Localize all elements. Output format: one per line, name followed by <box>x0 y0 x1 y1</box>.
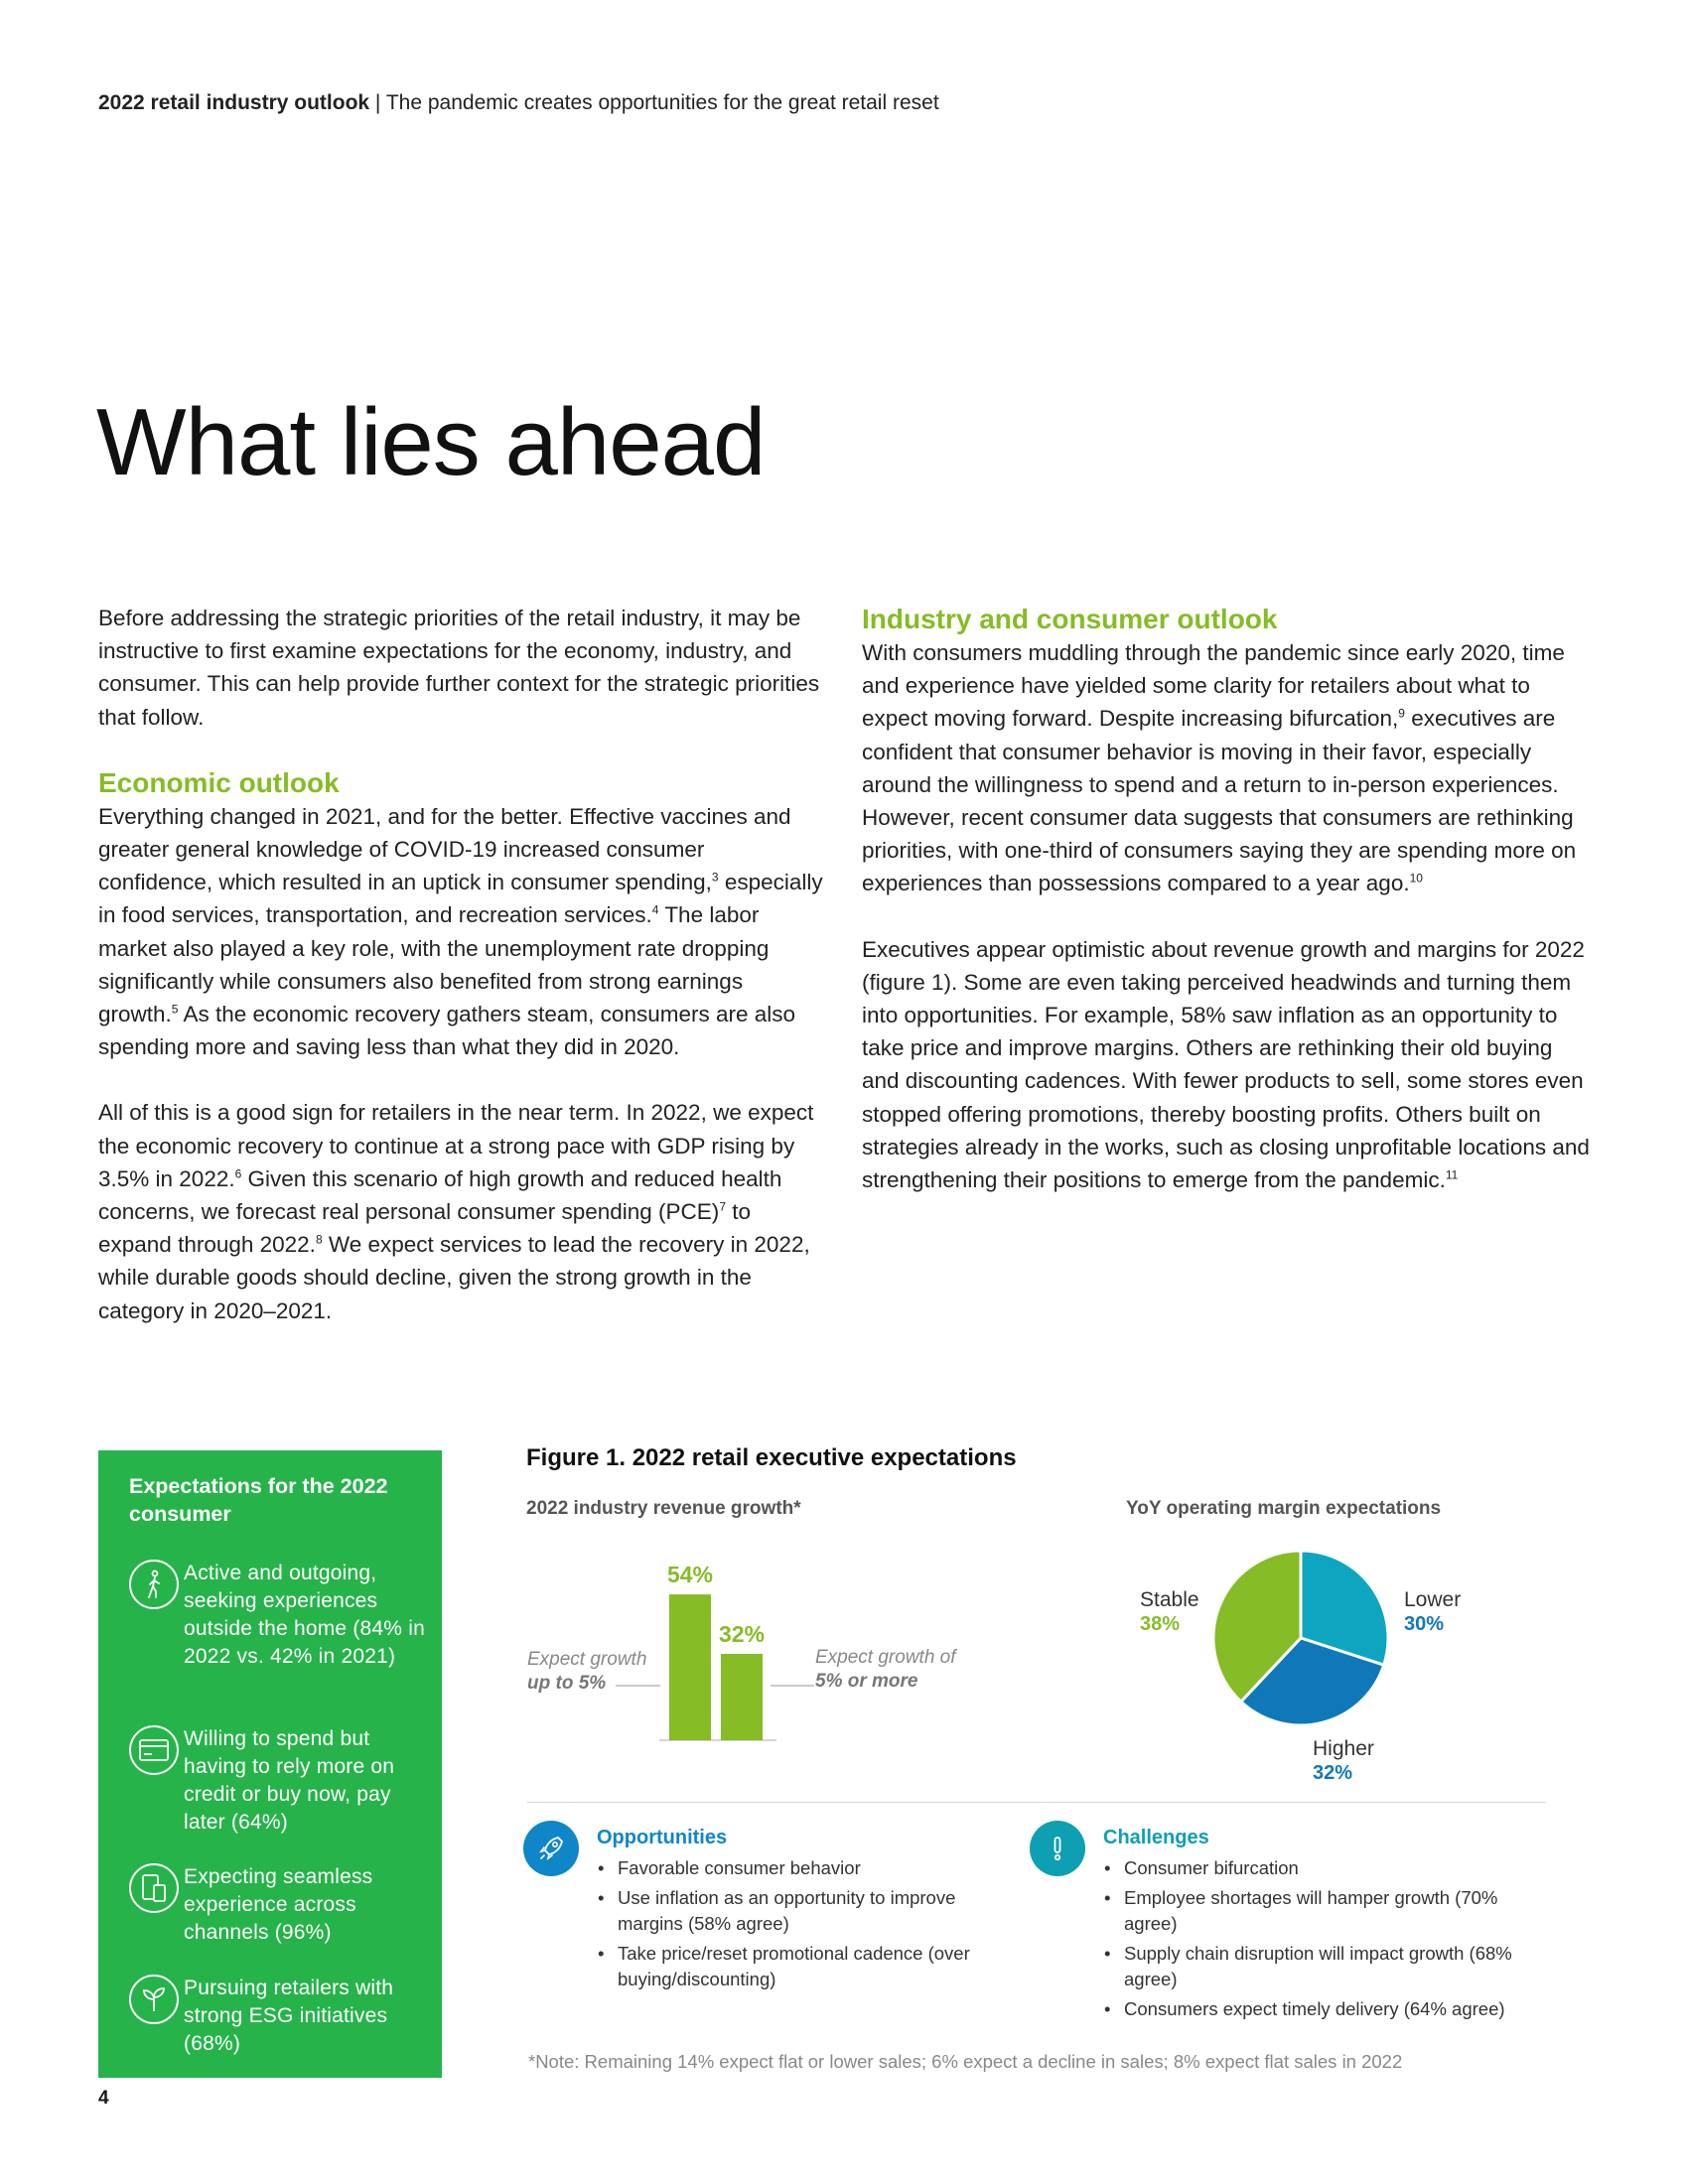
pie-label-higher: Higher 32% <box>1313 1737 1374 1784</box>
opportunities-list <box>596 1855 1013 1996</box>
figure-title: Figure 1. 2022 retail executive expectations <box>526 1444 1017 1471</box>
footnote-ref: 6 <box>234 1166 242 1181</box>
figure-note: *Note: Remaining 14% expect flat or lower sales; 6% expect a decline in sales; 8% expect flat sales in 2022 <box>528 2051 1403 2072</box>
sprout-icon <box>129 1975 179 2024</box>
footnote-ref: 9 <box>1398 706 1405 721</box>
footnote-ref: 4 <box>651 902 659 917</box>
list-item: • Take price/reset promotional cadence (over buying/discounting) <box>596 1941 1013 1992</box>
bar-value-label: 32% <box>718 1620 766 1647</box>
exclamation-icon <box>1030 1821 1085 1876</box>
list-item: • Consumers expect timely delivery (64% agree) <box>1102 1996 1539 2022</box>
walking-person-icon <box>129 1560 179 1609</box>
sidebar-item-text: Active and outgoing, seeking experiences outside the home (84% in 2022 vs. 42% in 2021) <box>184 1562 425 1668</box>
pie-label-stable: Stable 38% <box>1140 1588 1199 1635</box>
footnote-ref: 5 <box>171 1002 179 1017</box>
industry-paragraph-2: Executives appear optimistic about revenue growth and margins for 2022 (figure 1). Some are even taking perceived headwinds and turning them into opportunities. For example, 58% saw inflation as an opportunity to take price and improve margins. Others are rethinking their old buying and discounting cadences. With fewer products to sell, some stores even stopped offering promotions, thereby boosting profits. Others built on strategies already in the works, such as closing unprofitable locations and strengthening their positions to emerge from the pandemic.$^{11}$ <box>862 936 1590 1193</box>
page-title: What lies ahead <box>96 389 766 495</box>
devices-icon <box>129 1863 179 1913</box>
credit-card-icon <box>129 1725 179 1775</box>
list-item: • Employee shortages will hamper growth (70% agree) <box>1102 1885 1539 1937</box>
operating-margin-pie-chart <box>1201 1539 1400 1737</box>
page-number: 4 <box>98 2088 109 2109</box>
sidebar-title: Expectations for the 2022 consumer <box>129 1474 388 1526</box>
footnote-ref: 11 <box>1445 1167 1459 1182</box>
intro-paragraph: Before addressing the strategic priorities of the retail industry, it may be instructive to first examine expectations for the economy, industry, and consumer. This can help provide further context for the strategic priorities that follow. <box>98 606 820 730</box>
opportunities-title: Opportunities <box>597 1827 728 1848</box>
challenges-list <box>1102 1855 1539 2026</box>
consumer-expectations-sidebar <box>98 1450 442 2078</box>
pie-chart-title: YoY operating margin expectations <box>1126 1498 1442 1519</box>
bar-chart-title: 2022 industry revenue growth* <box>526 1498 801 1519</box>
report-subtitle: The pandemic creates opportunities for the great retail reset <box>385 91 939 114</box>
header-separator: | <box>374 91 381 114</box>
bar <box>721 1654 763 1740</box>
list-item: • Use inflation as an opportunity to improve margins (58% agree) <box>596 1885 1013 1937</box>
bar <box>669 1594 711 1740</box>
pie-label-lower: Lower 30% <box>1404 1588 1462 1635</box>
list-item: • Favorable consumer behavior <box>596 1855 1013 1881</box>
industry-paragraph-1: With consumers muddling through the pandemic since early 2020, time and experience have yielded some clarity for retailers about what to expect moving forward. Despite increasing bifurcation,$^9$ executives are confident that consumer behavior is moving in their favor, especially around the willingness to spend and a return to in-person experiences. However, recent consumer data suggests that consumers are rethinking priorities, with one-third of consumers saying they are spending more on experiences than possessions compared to a year ago.$^{10}$ <box>862 640 1577 896</box>
economic-outlook-heading: Economic outlook <box>98 766 340 798</box>
list-item: • Consumer bifurcation <box>1102 1855 1539 1881</box>
sidebar-item-text: Willing to spend but having to rely more on credit or buy now, pay later (64%) <box>184 1727 395 1834</box>
left-column <box>98 602 823 1360</box>
list-item: • Supply chain disruption will impact growth (68% agree) <box>1102 1941 1539 1992</box>
bar-label-right: Expect growth of 5% or more <box>815 1647 956 1692</box>
bar-label-left: Expect growth up to 5% <box>527 1649 647 1694</box>
industry-outlook-heading: Industry and consumer outlook <box>862 604 1278 634</box>
running-header <box>98 91 939 115</box>
report-title: 2022 retail industry outlook <box>98 91 370 114</box>
figure-divider <box>527 1802 1546 1803</box>
footnote-ref: 8 <box>315 1232 323 1247</box>
economic-paragraph-1: Everything changed in 2021, and for the better. Effective vaccines and greater general knowledge of COVID-19 increased consumer confidence, which resulted in an uptick in consumer spending,$^3$ especially in food services, transportation, and recreation services.$^4$ The labor market also played a key role, with the unemployment rate dropping significantly while consumers also benefited from strong earnings growth.$^5$ As the economic recovery gathers steam, consumers are also spending more and saving less than what they did in 2020. <box>98 803 823 1060</box>
footnote-ref: 3 <box>711 870 719 885</box>
challenges-title: Challenges <box>1103 1827 1209 1848</box>
footnote-ref: 7 <box>719 1199 726 1214</box>
footnote-ref: 10 <box>1409 871 1423 886</box>
sidebar-item-text: Pursuing retailers with strong ESG initiatives (68%) <box>184 1977 394 2055</box>
right-column <box>862 603 1592 1229</box>
sidebar-item-text: Expecting seamless experience across channels (96%) <box>184 1865 373 1944</box>
rocket-icon <box>523 1821 579 1876</box>
economic-paragraph-2: All of this is a good sign for retailers in the near term. In 2022, we expect the economic recovery to continue at a strong pace with GDP rising by 3.5% in 2022.$^6$ Given this scenario of high growth and reduced health concerns, we forecast real personal consumer spending (PCE)$^7$ to expand through 2022.$^8$ We expect services to lead the recovery in 2022, while durable goods should decline, given the strong growth in the category in 2020–2021. <box>98 1100 814 1323</box>
bar-value-label: 54% <box>666 1562 714 1588</box>
